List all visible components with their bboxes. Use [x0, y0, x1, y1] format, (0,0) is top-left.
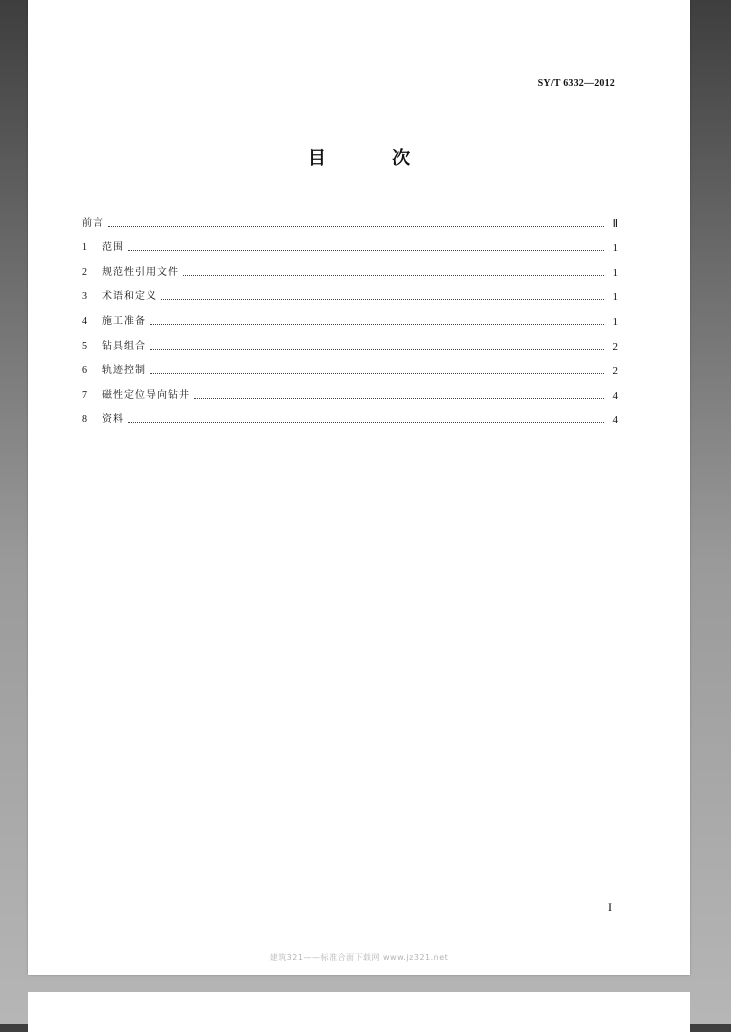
toc-entry-number: 3 — [82, 291, 87, 303]
next-document-page — [28, 992, 690, 1032]
toc-entry-label: 前言 — [82, 217, 104, 229]
toc-leader-dots — [150, 370, 604, 374]
toc-leader-dots — [128, 419, 604, 423]
toc-entry-label: 磁性定位导向钻井 — [102, 389, 190, 401]
toc-entry-number: 6 — [82, 365, 87, 377]
toc-entry-number: 2 — [82, 266, 87, 278]
table-of-contents — [82, 205, 618, 426]
toc-entry[interactable] — [82, 377, 618, 402]
toc-entry-number: 5 — [82, 340, 87, 352]
toc-leader-dots — [108, 223, 604, 227]
toc-entry[interactable] — [82, 328, 618, 353]
toc-entry[interactable] — [82, 353, 618, 378]
toc-entry-page: 1 — [612, 291, 618, 304]
toc-entry-page: 4 — [612, 414, 618, 427]
toc-leader-dots — [161, 296, 604, 300]
toc-entry[interactable] — [82, 254, 618, 279]
toc-entry[interactable] — [82, 402, 618, 427]
toc-leader-dots — [194, 395, 604, 399]
toc-entry-label: 资料 — [102, 414, 124, 426]
toc-leader-dots — [128, 247, 604, 251]
toc-entry-number: 1 — [82, 242, 87, 254]
toc-entry-page: 1 — [612, 242, 618, 255]
toc-entry-label: 施工准备 — [102, 315, 146, 327]
toc-entry-page: 4 — [612, 389, 618, 402]
toc-entry-label: 术语和定义 — [102, 291, 157, 303]
standard-code: SY/T 6332—2012 — [537, 78, 615, 89]
toc-entry-label: 规范性引用文件 — [102, 266, 179, 278]
toc-title: 目 次 — [307, 148, 441, 169]
toc-entry-page: 2 — [612, 365, 618, 378]
toc-entry-page: 1 — [612, 266, 618, 279]
toc-entry[interactable] — [82, 279, 618, 304]
toc-entry-label: 钻具组合 — [102, 340, 146, 352]
toc-leader-dots — [150, 321, 604, 325]
toc-entry[interactable] — [82, 230, 618, 255]
toc-entry[interactable] — [82, 205, 618, 230]
toc-entry-page: 1 — [612, 315, 618, 328]
page-number: I — [608, 900, 612, 914]
toc-entry-number: 7 — [82, 389, 87, 401]
toc-leader-dots — [183, 272, 604, 276]
toc-entry-page: 2 — [612, 340, 618, 353]
document-page — [28, 0, 690, 975]
watermark-text: 建筑321——标准合面下载网 www.jz321.net — [269, 953, 449, 962]
toc-entry-label: 轨迹控制 — [102, 365, 146, 377]
toc-entry-label: 范围 — [102, 242, 124, 254]
toc-entry-number: 8 — [82, 414, 87, 426]
toc-entry[interactable] — [82, 303, 618, 328]
toc-entry-page: Ⅱ — [612, 217, 618, 230]
toc-leader-dots — [150, 346, 604, 350]
toc-entry-number: 4 — [82, 315, 87, 327]
